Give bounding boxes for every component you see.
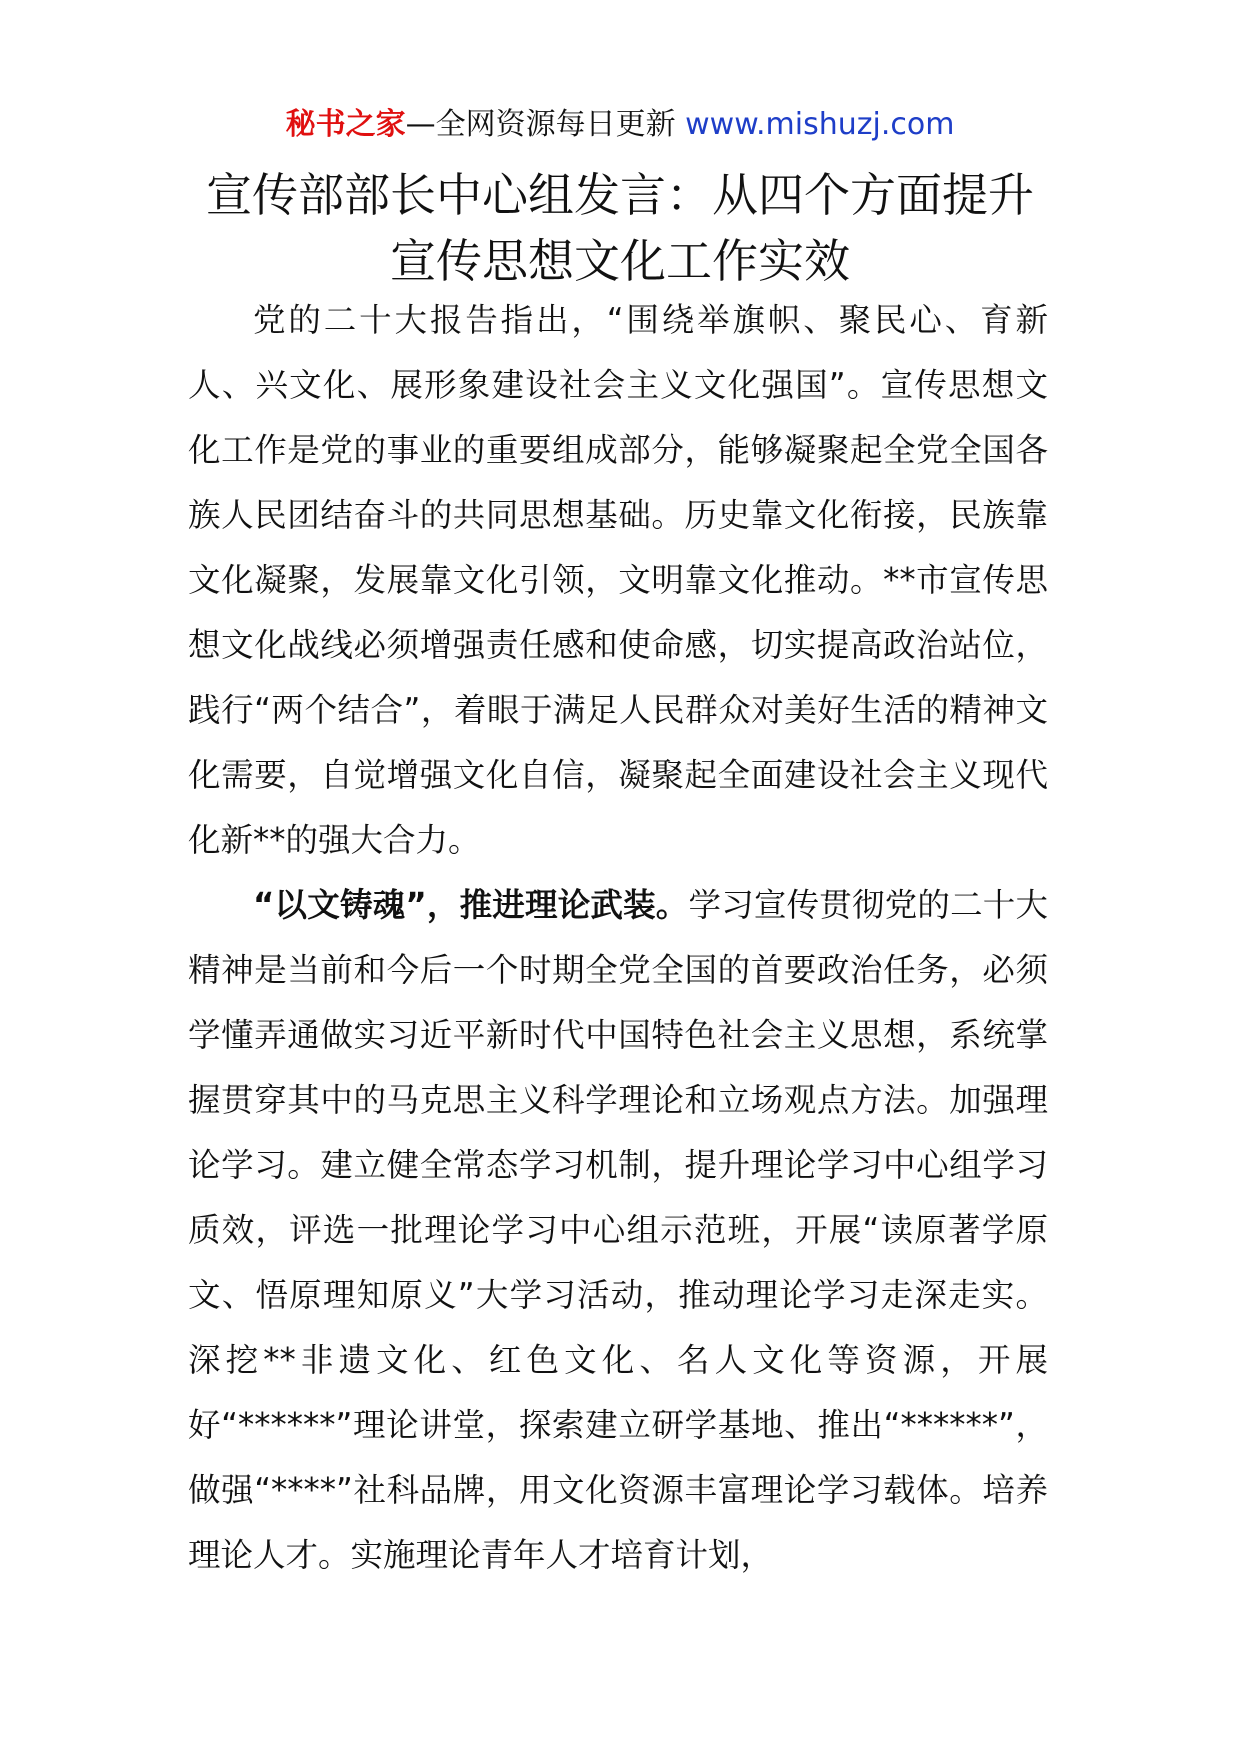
section-heading: “以文铸魂”，推进理论武装。 xyxy=(253,886,689,924)
site-url-link[interactable]: www.mishuzj.com xyxy=(685,107,955,142)
document-body xyxy=(188,288,1048,1588)
brand-name: 秘书之家 xyxy=(285,107,406,142)
paragraph-intro xyxy=(188,288,1048,873)
title-line-2: 宣传思想文化工作实效 xyxy=(390,234,850,288)
header-tagline: —全网资源每日更新 xyxy=(405,107,686,142)
site-header xyxy=(0,100,1240,150)
paragraph-text: 党的二十大报告指出，“围绕举旗帜、聚民心、育新人、兴文化、展形象建设社会主义文化强国”。宣传思想文化工作是党的事业的重要组成部分，能够凝聚起全党全国各族人民团结奋斗的共同思想基础。历史靠文化衔接，民族靠文化凝聚，发展靠文化引领，文明靠文化推动。**市宣传思想文化战线必须增强责任感和使命感，切实提高政治站位，践行“两个结合”，着眼于满足人民群众对美好生活的精神文化需要，自觉增强文化自信，凝聚起全面建设社会主义现代化新**的强大合力。 xyxy=(188,301,1048,859)
document-title xyxy=(150,162,1090,294)
paragraph-theory xyxy=(188,873,1048,1588)
title-line-1: 宣传部部长中心组发言：从四个方面提升 xyxy=(206,168,1034,222)
paragraph-text: 学习宣传贯彻党的二十大精神是当前和今后一个时期全党全国的首要政治任务，必须学懂弄通做实习近平新时代中国特色社会主义思想，系统掌握贯穿其中的马克思主义科学理论和立场观点方法。加强理论学习。建立健全常态学习机制，提升理论学习中心组学习质效，评选一批理论学习中心组示范班，开展“读原著学原文、悟原理知原义”大学习活动，推动理论学习走深走实。深挖**非遗文化、红色文化、名人文化等资源，开展好“******”理论讲堂，探索建立研学基地、推出“******”，做强“****”社科品牌，用文化资源丰富理论学习载体。培养理论人才。实施理论青年人才培育计划， xyxy=(188,886,1048,1574)
